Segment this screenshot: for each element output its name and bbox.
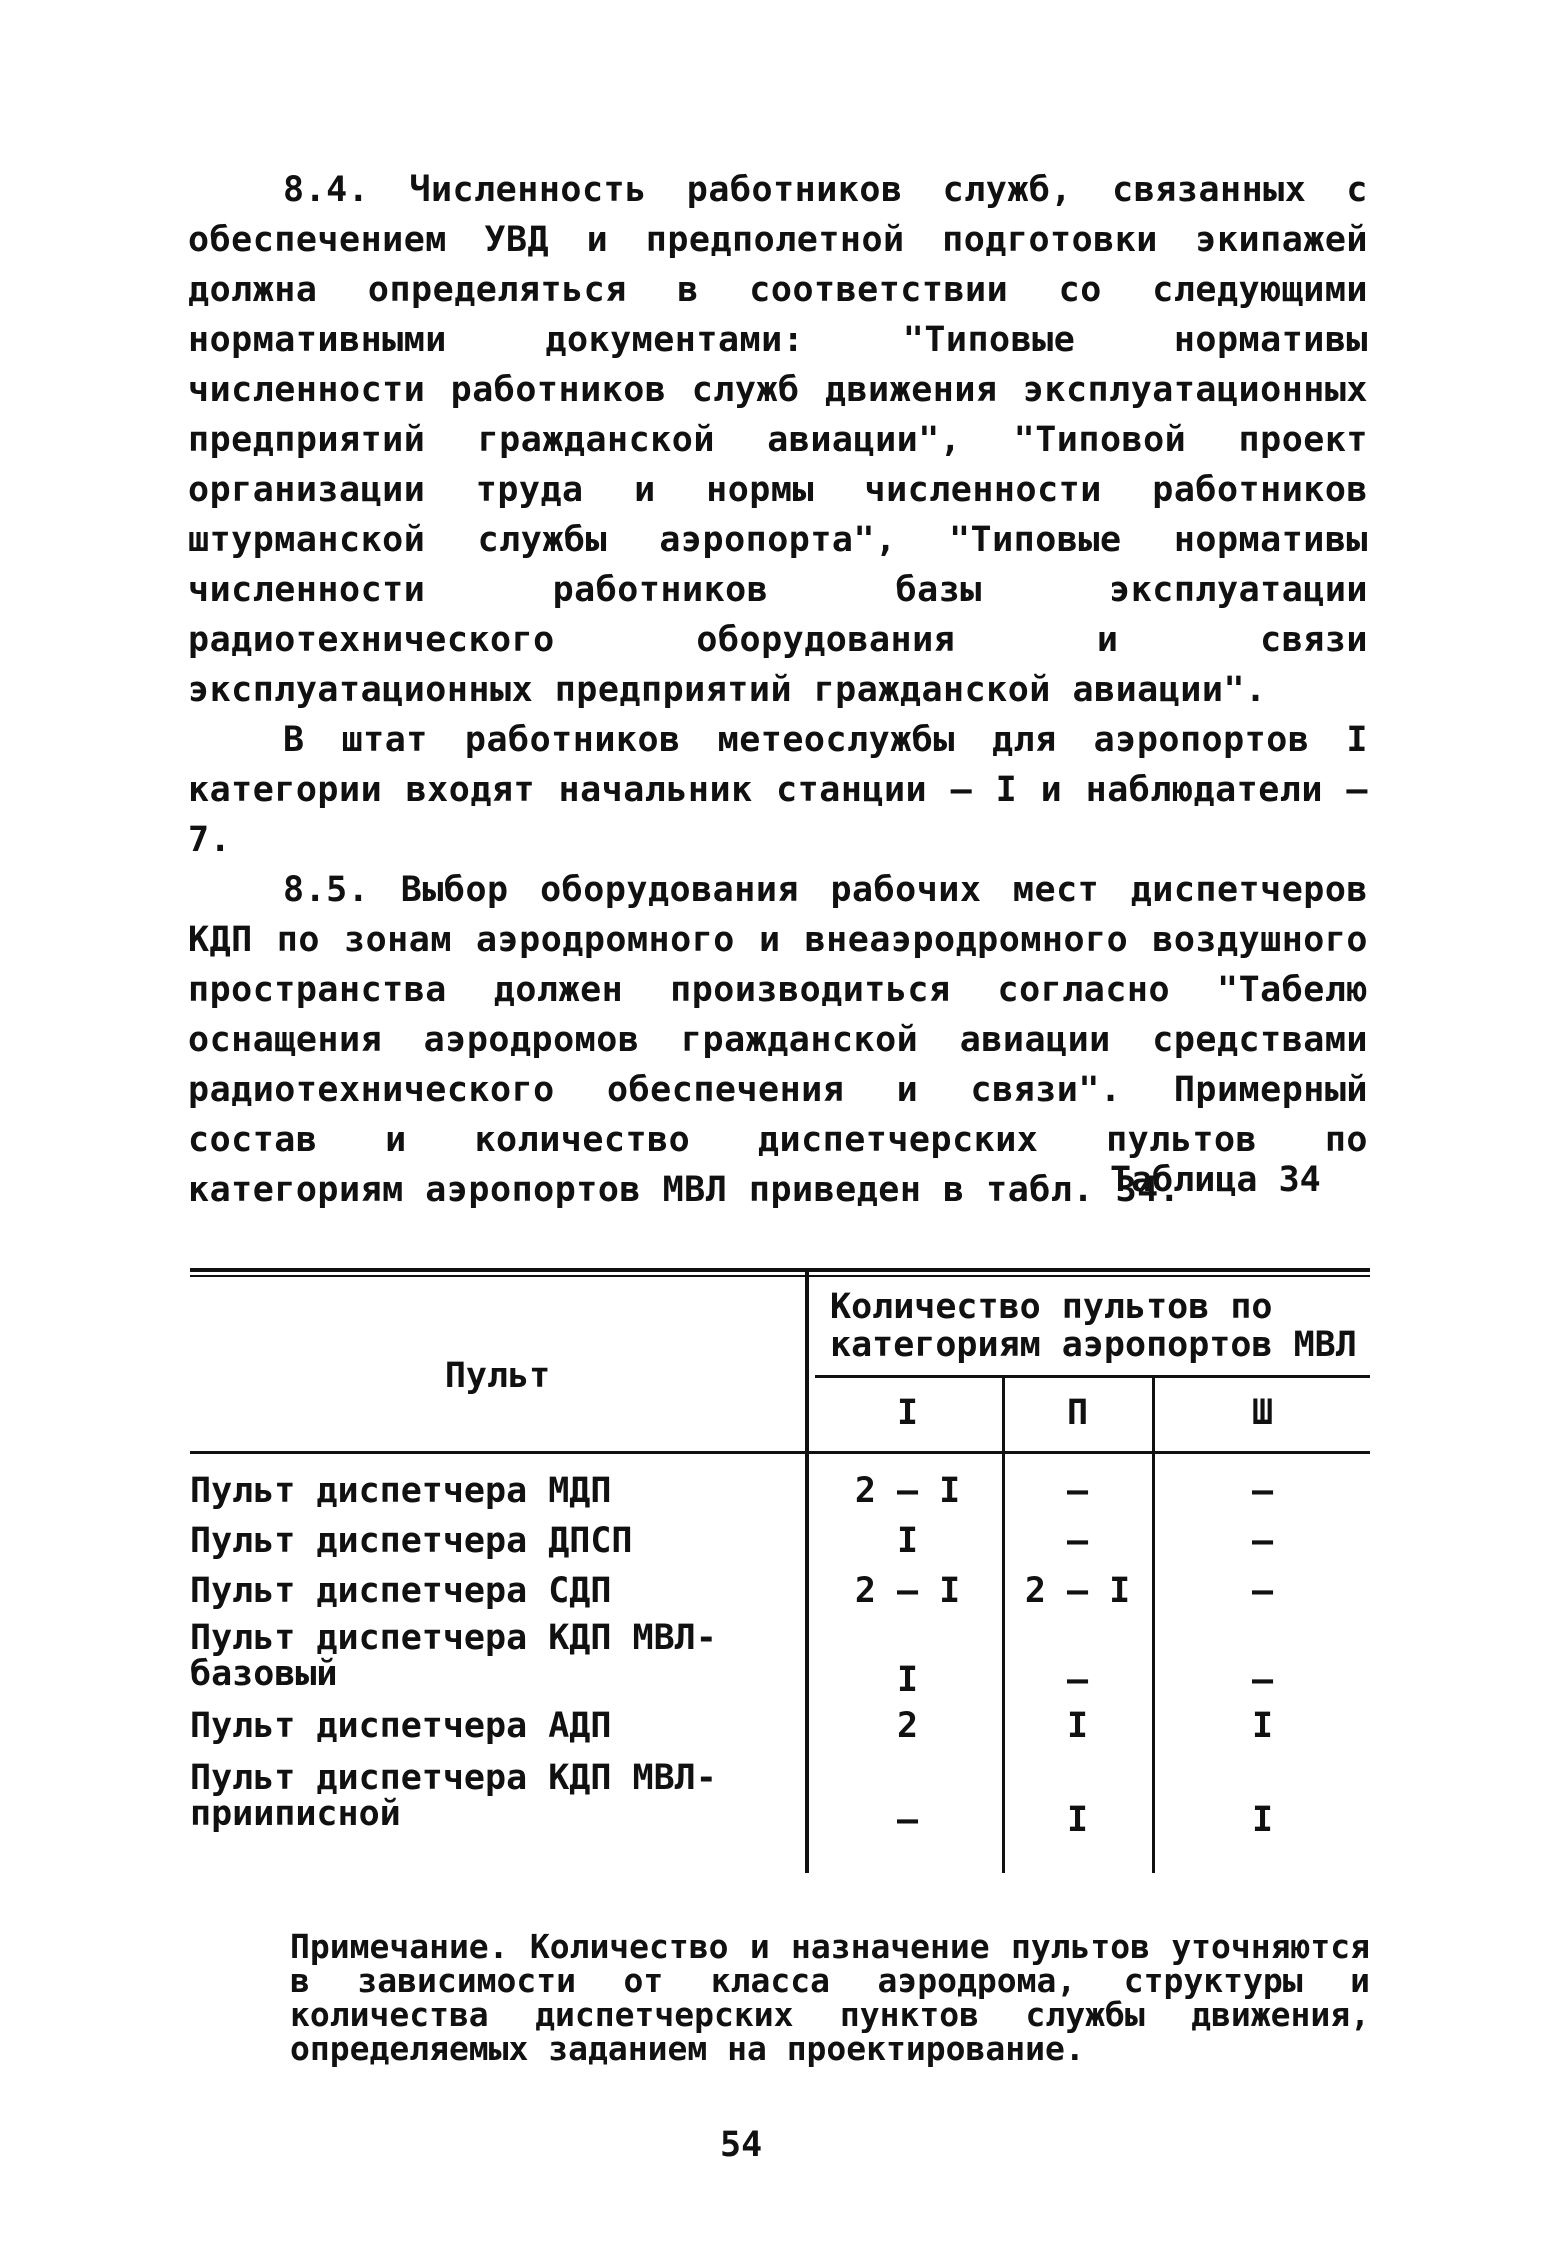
table-header-console: Пульт bbox=[444, 1355, 551, 1396]
table-header-group: Количество пультов по категориям аэропортов МВЛ bbox=[830, 1287, 1357, 1365]
table-top-rule-2 bbox=[190, 1275, 1370, 1277]
table-header-cat-3: Ш bbox=[1251, 1393, 1274, 1433]
row-name: Пульт диспетчера КДП МВЛ-базовый bbox=[190, 1618, 717, 1694]
table-header-bottom-rule bbox=[190, 1451, 1370, 1454]
row-value-cat-1: I bbox=[896, 1660, 919, 1700]
row-name: Пульт диспетчера КДП МВЛ-прииписной bbox=[190, 1758, 717, 1834]
row-name: Пульт диспетчера ДПСП bbox=[190, 1521, 633, 1561]
row-name: Пульт диспетчера СДП bbox=[190, 1571, 612, 1611]
table-row bbox=[190, 1473, 1370, 1513]
table-header-cat-2: П bbox=[1066, 1393, 1089, 1433]
table-row bbox=[190, 1523, 1370, 1563]
table-note: Примечание. Количество и назначение пультов уточняются в зависимости от класса аэродрома, структуры и количества диспетчерских пунктов службы движения, определяемых заданием на проектирование. bbox=[290, 1927, 1370, 2068]
row-value-cat-1: 2 – I bbox=[854, 1571, 961, 1611]
row-value-cat-3: – bbox=[1251, 1660, 1274, 1700]
table-row bbox=[190, 1620, 1370, 1700]
row-value-cat-1: – bbox=[896, 1800, 919, 1840]
paragraph-8-4: 8.4. Численность работников служб, связанных с обеспечением УВД и предполетной подготовки экипажей должна определяться в соответствии со следующими нормативными документами: "Типовые нормативы численности работников служб движения эксплуатационных предприятий гражданской авиации", "Типовой проект организации труда и нормы численности работников штурманской службы аэропорта", "Типовые нормативы численности работников базы эксплуатации радиотехнического оборудования и связи эксплуатационных предприятий гражданской авиации". bbox=[188, 170, 1368, 710]
table-caption: Таблица 34 bbox=[1110, 1160, 1321, 1200]
table-header-cat-1: I bbox=[896, 1393, 919, 1433]
consoles-table bbox=[190, 1268, 1370, 1878]
row-value-cat-2: I bbox=[1066, 1800, 1089, 1840]
row-value-cat-1: 2 bbox=[896, 1706, 919, 1746]
row-value-cat-2: I bbox=[1066, 1706, 1089, 1746]
table-row bbox=[190, 1573, 1370, 1613]
row-value-cat-2: 2 – I bbox=[1024, 1571, 1131, 1611]
paragraph-meteo-staff: В штат работников метеослужбы для аэропортов I категории входят начальник станции – I и наблюдатели – 7. bbox=[188, 720, 1368, 860]
row-value-cat-3: I bbox=[1251, 1800, 1274, 1840]
row-value-cat-1: 2 – I bbox=[854, 1471, 961, 1511]
body-text bbox=[188, 165, 1368, 1215]
row-value-cat-3: – bbox=[1251, 1471, 1274, 1511]
row-value-cat-3: – bbox=[1251, 1521, 1274, 1561]
row-value-cat-2: – bbox=[1066, 1471, 1089, 1511]
row-name: Пульт диспетчера МДП bbox=[190, 1471, 612, 1511]
row-value-cat-2: – bbox=[1066, 1660, 1089, 1700]
table-row bbox=[190, 1708, 1370, 1748]
row-value-cat-1: I bbox=[896, 1521, 919, 1561]
page-number: 54 bbox=[720, 2125, 763, 2165]
row-value-cat-2: – bbox=[1066, 1521, 1089, 1561]
row-value-cat-3: – bbox=[1251, 1571, 1274, 1611]
paragraph-8-5: 8.5. Выбор оборудования рабочих мест диспетчеров КДП по зонам аэродромного и внеаэродромного воздушного пространства должен производиться согласно "Табелю оснащения аэродромов гражданской авиации средствами радиотехнического обеспечения и связи". Примерный состав и количество диспетчерских пультов по категориям аэропортов МВЛ приведен в табл. 34. bbox=[188, 870, 1368, 1210]
row-name: Пульт диспетчера АДП bbox=[190, 1706, 612, 1746]
table-row bbox=[190, 1760, 1370, 1840]
row-value-cat-3: I bbox=[1251, 1706, 1274, 1746]
table-top-rule bbox=[190, 1268, 1370, 1272]
